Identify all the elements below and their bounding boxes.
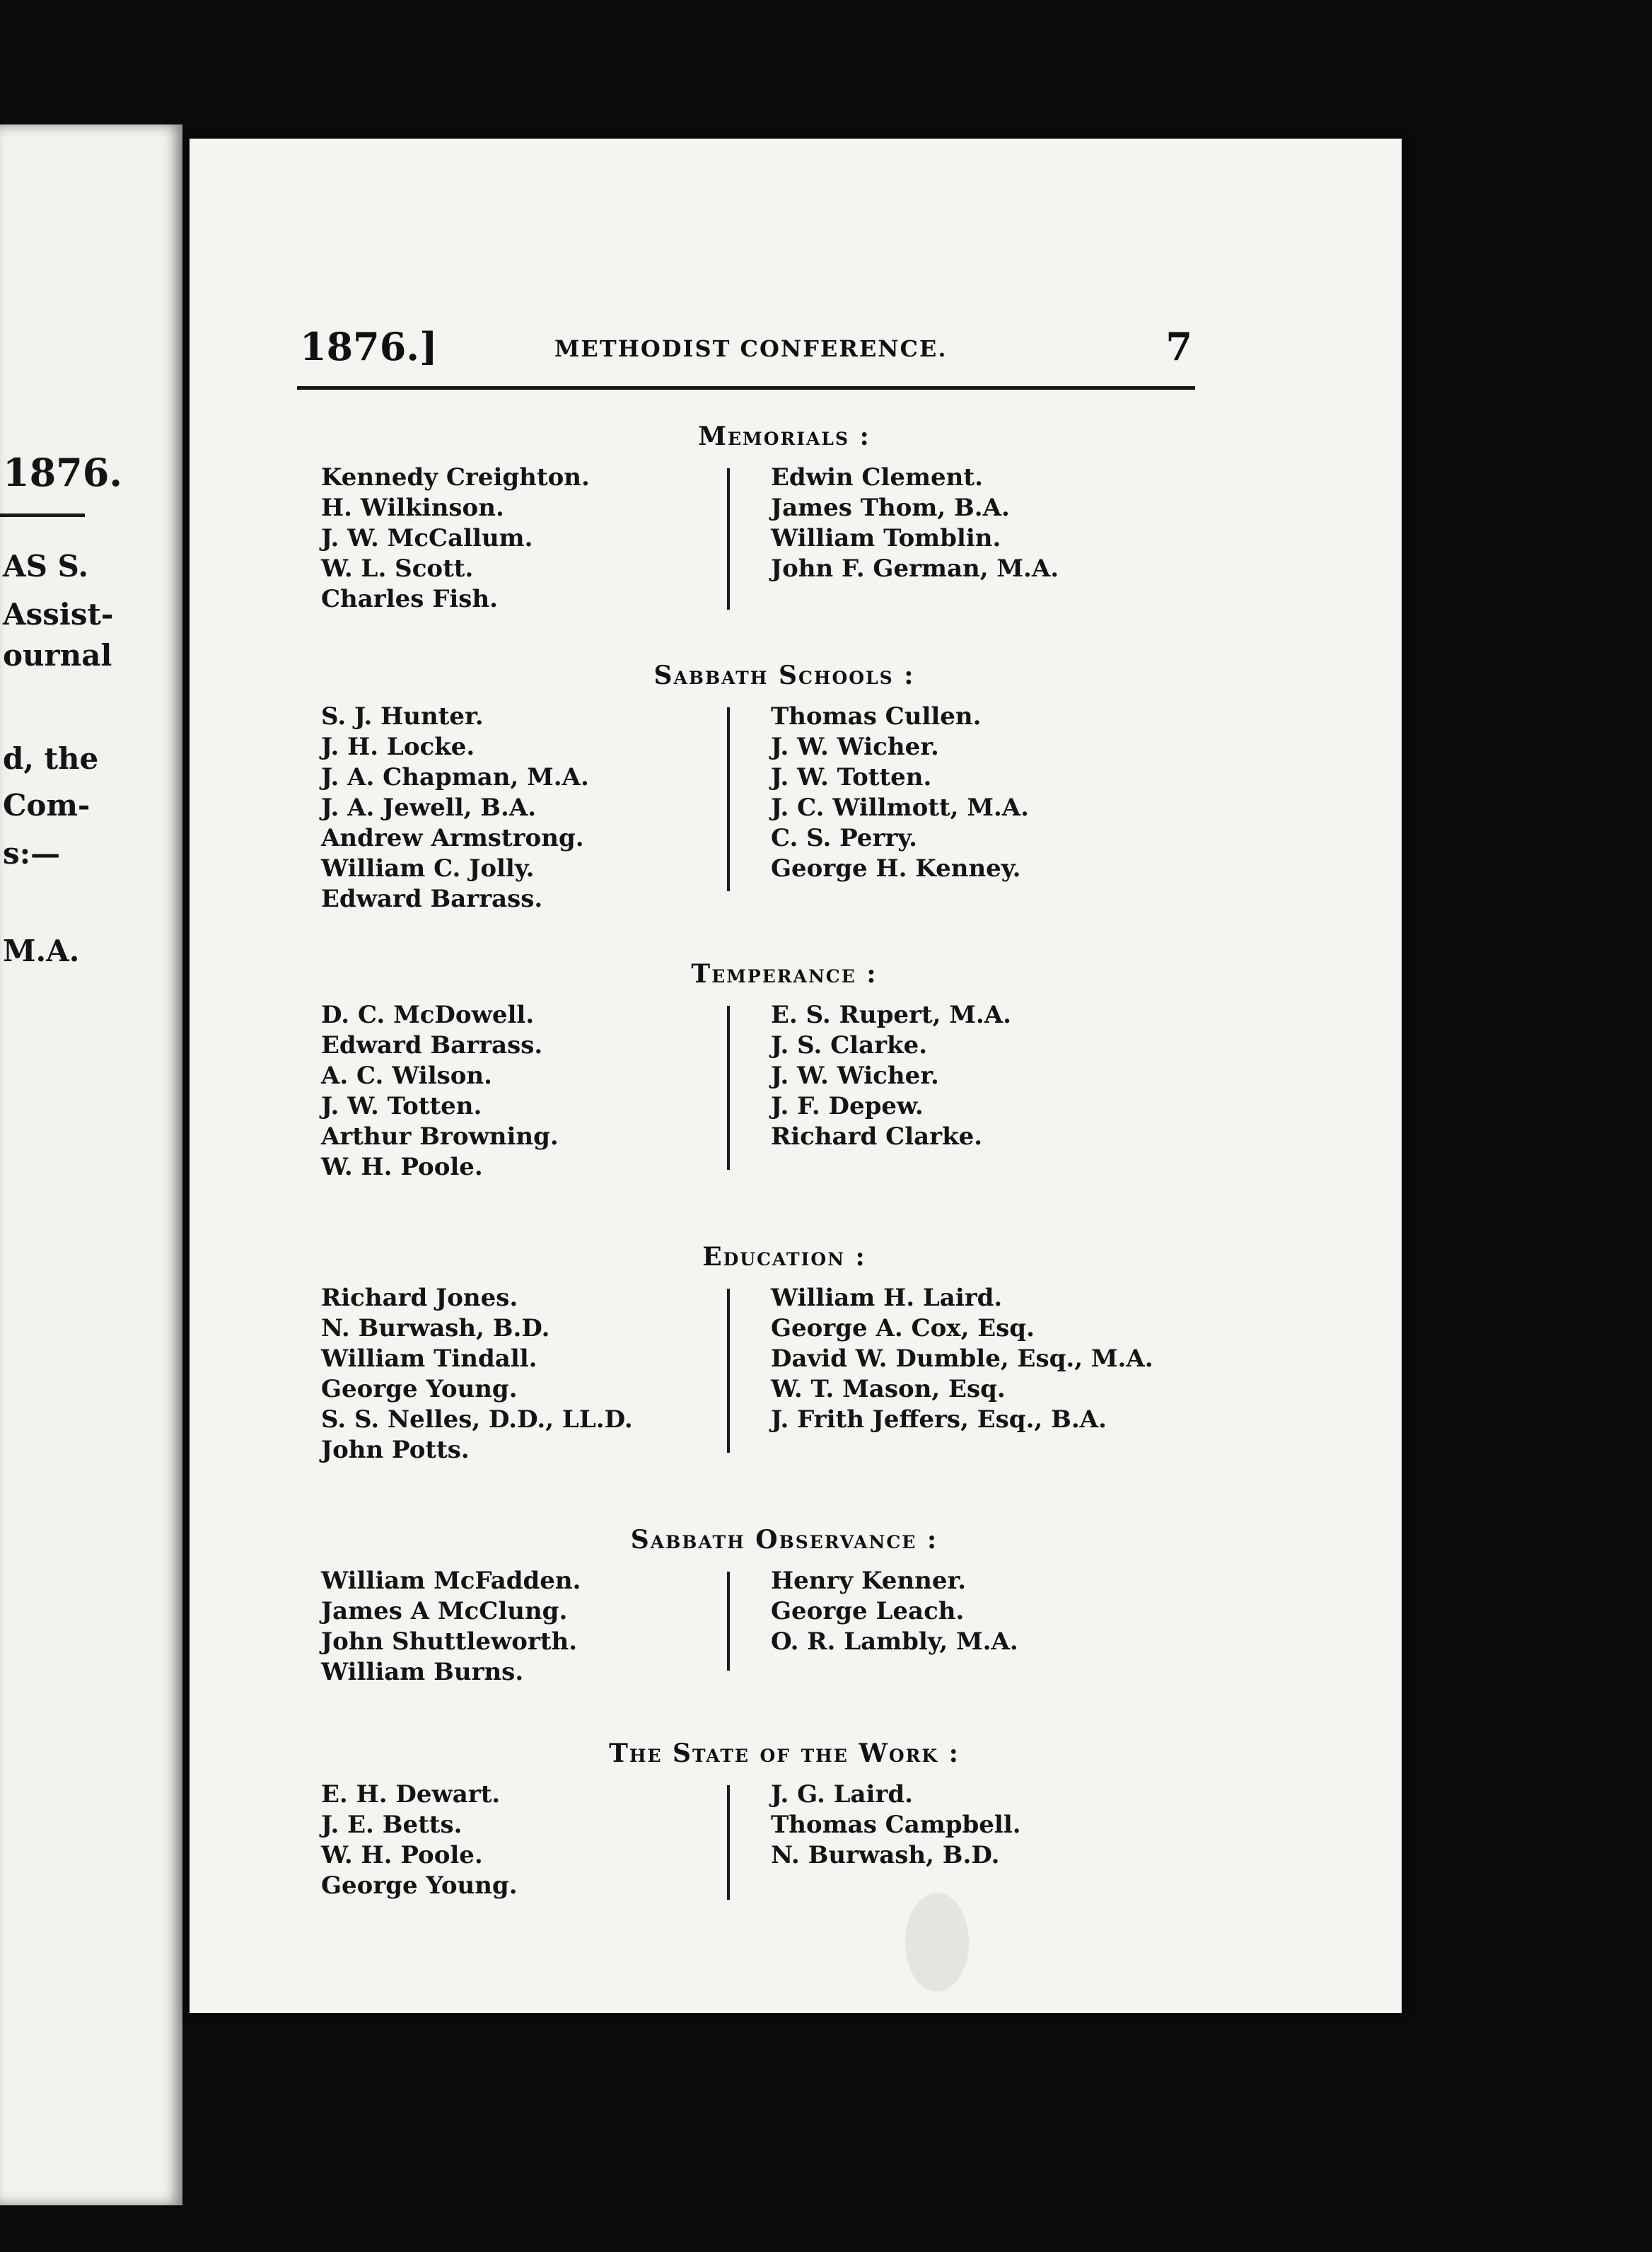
facing-page-fragment <box>0 124 182 2205</box>
column-divider <box>727 468 730 610</box>
committee-section-education <box>321 1242 1205 1464</box>
member-name: Edward Barrass. <box>321 1031 543 1060</box>
section-heading: The State of the Work : <box>609 1739 960 1768</box>
left-column <box>321 1283 633 1465</box>
facing-page-line: Com- <box>3 788 91 823</box>
member-name: N. Burwash, B.D. <box>771 1841 1000 1869</box>
right-column <box>771 1000 1011 1152</box>
right-column <box>771 1780 1021 1871</box>
member-name: Richard Jones. <box>321 1284 518 1312</box>
page-number: 7 <box>1165 324 1192 369</box>
left-column <box>321 1000 559 1183</box>
facing-page-line: s:— <box>3 836 61 871</box>
committee-section-sabbath-observance <box>321 1525 1205 1686</box>
left-column <box>321 702 589 915</box>
member-name: James A McClung. <box>321 1597 568 1625</box>
committee-section-temperance <box>321 959 1205 1181</box>
committee-section-memorials <box>321 422 1205 613</box>
section-heading: Sabbath Observance : <box>630 1525 938 1555</box>
member-name: Edwin Clement. <box>771 463 983 492</box>
member-name: J. W. Totten. <box>771 763 932 791</box>
member-name: E. H. Dewart. <box>321 1780 501 1809</box>
member-name: John Potts. <box>321 1436 470 1464</box>
member-name: William Tindall. <box>321 1345 537 1373</box>
member-name: George Young. <box>321 1375 518 1403</box>
member-name: H. Wilkinson. <box>321 494 504 522</box>
header-rule <box>297 386 1195 390</box>
committee-section-state-of-the-work <box>321 1739 1205 1900</box>
member-name: J. W. McCallum. <box>321 524 533 552</box>
left-column <box>321 463 590 615</box>
facing-page-line: d, the <box>3 741 99 776</box>
member-name: William C. Jolly. <box>321 854 535 883</box>
member-name: David W. Dumble, Esq., M.A. <box>771 1345 1153 1373</box>
member-name: Arthur Browning. <box>321 1122 559 1151</box>
member-name: John Shuttleworth. <box>321 1627 578 1656</box>
left-column <box>321 1566 581 1688</box>
section-heading: Sabbath Schools : <box>653 661 915 690</box>
running-head <box>300 324 1192 381</box>
member-name: William McFadden. <box>321 1567 581 1595</box>
right-column <box>771 463 1059 584</box>
member-name: Charles Fish. <box>321 585 499 613</box>
facing-page-line: Assist- <box>3 597 114 632</box>
member-name: George H. Kenney. <box>771 854 1021 883</box>
member-name: J. A. Chapman, M.A. <box>321 763 589 791</box>
column-divider <box>727 1289 730 1453</box>
member-name: Thomas Campbell. <box>771 1811 1021 1839</box>
member-name: J. W. Totten. <box>321 1092 482 1120</box>
member-name: J. W. Wicher. <box>771 1062 939 1090</box>
member-name: J. F. Depew. <box>771 1092 924 1120</box>
member-name: Edward Barrass. <box>321 885 543 913</box>
member-name: N. Burwash, B.D. <box>321 1314 550 1342</box>
member-name: E. S. Rupert, M.A. <box>771 1001 1011 1029</box>
member-name: D. C. McDowell. <box>321 1001 535 1029</box>
member-name: W. T. Mason, Esq. <box>771 1375 1006 1403</box>
member-name: W. H. Poole. <box>321 1841 483 1869</box>
member-name: O. R. Lambly, M.A. <box>771 1627 1018 1656</box>
member-name: W. H. Poole. <box>321 1153 483 1181</box>
facing-page-rule <box>0 513 85 517</box>
member-name: Kennedy Creighton. <box>321 463 590 492</box>
right-column <box>771 702 1029 884</box>
member-name: J. G. Laird. <box>771 1780 913 1809</box>
member-name: John F. German, M.A. <box>771 555 1059 583</box>
right-column <box>771 1566 1018 1657</box>
member-name: J. S. Clarke. <box>771 1031 928 1060</box>
facing-page-line: ournal <box>3 638 112 673</box>
member-name: George Young. <box>321 1871 518 1900</box>
column-divider <box>727 1006 730 1170</box>
facing-page-year: 1876. <box>3 450 123 495</box>
scan-smudge <box>905 1893 969 1992</box>
running-head-year: 1876.] <box>300 324 438 369</box>
member-name: J. A. Jewell, B.A. <box>321 794 537 822</box>
column-divider <box>727 1572 730 1671</box>
member-name: William H. Laird. <box>771 1284 1003 1312</box>
member-name: William Burns. <box>321 1658 524 1686</box>
member-name: Richard Clarke. <box>771 1122 983 1151</box>
committee-section-sabbath-schools <box>321 661 1205 913</box>
member-name: Henry Kenner. <box>771 1567 967 1595</box>
member-name: A. C. Wilson. <box>321 1062 492 1090</box>
member-name: S. S. Nelles, D.D., LL.D. <box>321 1405 633 1434</box>
column-divider <box>727 1785 730 1900</box>
member-name: Andrew Armstrong. <box>321 824 584 852</box>
member-name: Thomas Cullen. <box>771 702 982 731</box>
section-heading: Temperance : <box>691 959 878 989</box>
facing-page-line: AS S. <box>3 549 88 584</box>
member-name: George Leach. <box>771 1597 965 1625</box>
member-name: James Thom, B.A. <box>771 494 1010 522</box>
member-name: J. E. Betts. <box>321 1811 463 1839</box>
member-name: J. H. Locke. <box>321 733 475 761</box>
section-heading: Memorials : <box>698 422 871 451</box>
member-name: George A. Cox, Esq. <box>771 1314 1035 1342</box>
column-divider <box>727 707 730 891</box>
member-name: William Tomblin. <box>771 524 1001 552</box>
member-name: C. S. Perry. <box>771 824 917 852</box>
right-column <box>771 1283 1153 1435</box>
member-name: S. J. Hunter. <box>321 702 484 731</box>
member-name: W. L. Scott. <box>321 555 474 583</box>
member-name: J. C. Willmott, M.A. <box>771 794 1030 822</box>
left-column <box>321 1780 518 1901</box>
book-page <box>190 139 1402 2013</box>
running-head-title: METHODIST CONFERENCE. <box>554 335 948 362</box>
section-heading: Education : <box>702 1242 866 1272</box>
facing-page-line: M.A. <box>3 934 80 968</box>
member-name: J. W. Wicher. <box>771 733 939 761</box>
member-name: J. Frith Jeffers, Esq., B.A. <box>771 1405 1107 1434</box>
